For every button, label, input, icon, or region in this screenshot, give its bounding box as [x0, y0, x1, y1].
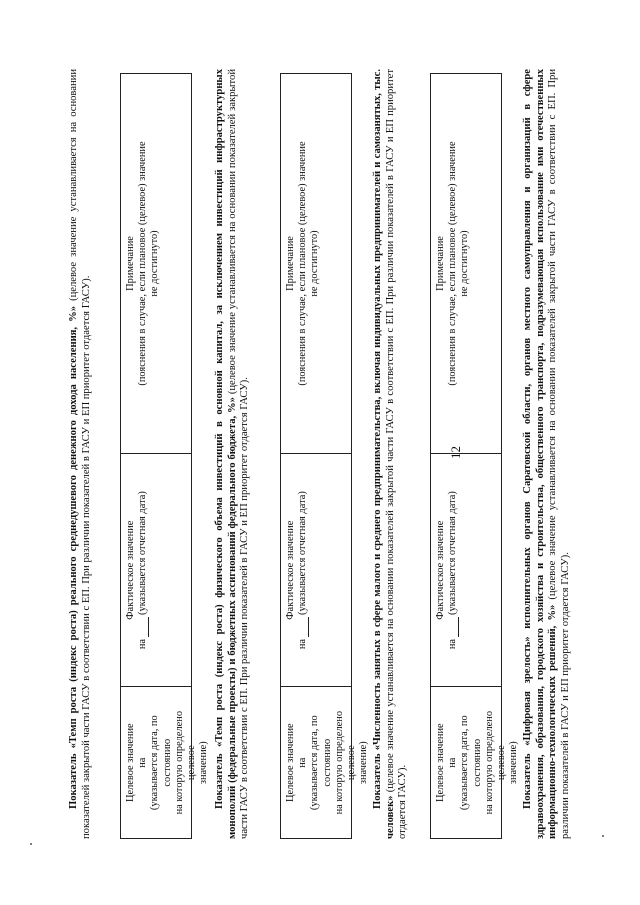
indicator-paragraph-2 — [214, 69, 252, 839]
page-number: 12 — [448, 446, 463, 459]
scan-speck — [602, 835, 604, 837]
indicator-title-2: Показатель «Темп роста (индекс роста) физического объема инвестиций в основной капитал, за исключением инвестиций инфраструктурных монополий (федеральные проекты) и бюджетных ассигнований федерального бюджета, %» — [214, 69, 238, 839]
fact-value-cell: Фактическое значение на (указывается отчетная дата) — [431, 453, 501, 686]
target-value-cell: Целевое значение на (указывается дата, по состоянию на которую определено целевое значение) — [121, 686, 191, 838]
indicator-paragraph-4 — [522, 69, 572, 839]
indicator-title-4: Показатель «Цифровая зрелость» исполнительных органов Саратовской области, органов местного самоуправления и организаций в сфере здравоохранения, образования, городского хозяйства и строительства, общественного транспорта, подразумевающая использование ими отечественных информационно-технологических решений, %» — [522, 69, 559, 839]
remark-cell: Примечание (пояснения в случае, если плановое (целевое) значение не достигнуто) — [435, 141, 471, 386]
date-blank — [140, 617, 149, 637]
fact-value-cell: Фактическое значение на (указывается отчетная дата) — [121, 453, 191, 686]
indicator-table-1 — [120, 73, 210, 839]
indicator-title-1: Показатель «Темп роста (индекс роста) реального среднедушевого денежного дохода населения, %» — [68, 305, 79, 809]
scan-speck — [30, 843, 32, 845]
remark-cell: Примечание (пояснения в случае, если плановое (целевое) значение не достигнуто) — [285, 141, 321, 386]
indicator-paragraph-1 — [68, 69, 93, 839]
date-blank — [450, 617, 459, 637]
target-value-cell: Целевое значение на (указывается дата, по состоянию на которую определено целевое значение) — [281, 686, 351, 838]
indicator-note-1: (целевое значение устанавливается на основании показателей закрытой части ГАСУ в соответствии с ЕП. При различии показателей в ГАСУ и ЕП приоритет отдается ГАСУ). — [68, 69, 92, 839]
indicator-paragraph-3 — [372, 69, 410, 839]
indicator-note-3: (целевое значение устанавливается на основании показателей закрытой части ГАСУ в соответствии с ЕП. При различии показателей в ГАСУ и ЕП приоритет отдается ГАСУ). — [384, 69, 409, 839]
date-blank — [300, 617, 309, 637]
remark-cell: Примечание (пояснения в случае, если плановое (целевое) значение не достигнуто) — [125, 141, 161, 386]
indicator-table-3 — [430, 73, 520, 839]
indicator-note-4: (целевое значение устанавливается на основании показателей закрытой части ГАСУ в соответствии с ЕП. При различии показателей в ГАСУ и ЕП приоритет отдается ГАСУ). — [547, 69, 571, 839]
fact-value-cell: Фактическое значение на (указывается отчетная дата) — [281, 453, 351, 686]
indicator-table-2 — [280, 73, 370, 839]
target-value-cell: Целевое значение на (указывается дата, по состоянию на которую определено целевое значение) — [431, 686, 501, 838]
indicator-note-2: (целевое значение устанавливается на основании показателей закрытой части ГАСУ в соответствии с ЕП. При различии показателей в ГАСУ и ЕП приоритет отдается ГАСУ). — [226, 69, 251, 839]
indicator-title-3: Показатель «Численность занятых в сфере малого и среднего предпринимательства, включая индивидуальных предпринимателей и самозанятых, тыс. человек» — [372, 69, 396, 839]
